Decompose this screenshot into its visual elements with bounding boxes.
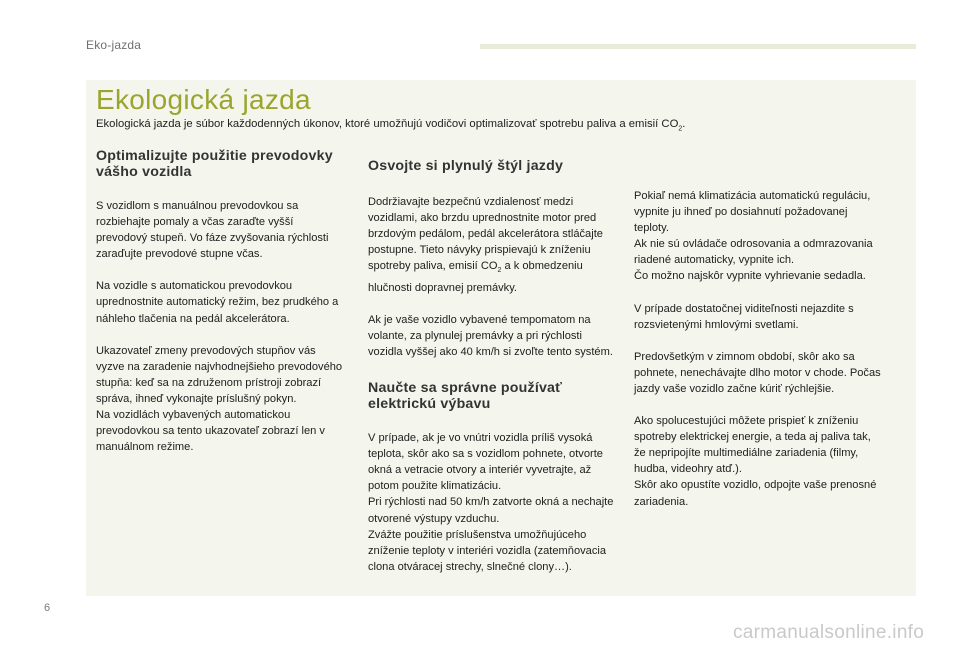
heading-electrical-equipment: Naučte sa správne používať elektrickú výbavu	[368, 380, 563, 413]
watermark: carmanualsonline.info	[733, 622, 925, 643]
paragraph-manual-gearbox: S vozidlom s manuálnou prevodovkou sa rozbiehajte pomaly a včas zaraďte vyšší prevodový stupeň. Vo fáze zvyšovania rýchlosti zaraďujte prevodové stupne včas.	[96, 200, 329, 261]
column-driving-style	[368, 158, 618, 591]
paragraph-safe-distance-end: a k obmedzeniu hlučnosti dopravnej premávky.	[368, 260, 583, 294]
paragraph-air-conditioning: Pokiaľ nemá klimatizácia automatickú reguláciu, vypnite ju ihneď po dosiahnutí požadovanej teploty.	[634, 190, 871, 235]
paragraph-safe-distance-main: Dodržiavajte bezpečnú vzdialenosť medzi vozidlami, ako brzdu uprednostnite motor pred brzdovým pedálom, pedál akcelerátora stláčajte postupne. Tieto návyky prispievajú k zníženiu spotreby paliva, emisií CO	[368, 196, 603, 273]
intro-subscript: 2	[678, 125, 683, 133]
heading-smooth-driving: Osvojte si plynulý štýl jazdy	[368, 158, 564, 174]
paragraph-gear-indicator-auto: Na vozidlách vybavených automatickou prevodovkou sa tento ukazovateľ zobrazí len v manuálnom režime.	[96, 409, 325, 454]
paragraph-close-windows: Pri rýchlosti nad 50 km/h zatvorte okná a nechajte otvorené výstupy vzduchu.	[368, 496, 614, 525]
intro-text	[96, 117, 906, 136]
paragraph-cruise-control: Ak je vaše vozidlo vybavené tempomatom na volante, za plynulej premávky a pri rýchlosti vozidla vyššej ako 40 km/h si zvoľte tento systém.	[368, 313, 613, 358]
paragraph-automatic-gearbox: Na vozidle s automatickou prevodovkou uprednostnite automatický režim, bez prudkého a náhleho tlačenia na pedál akcelerátora.	[96, 280, 339, 325]
intro-end: .	[682, 118, 686, 130]
page-title: Ekologická jazda	[96, 84, 311, 115]
paragraph-ventilate: V prípade, ak je vo vnútri vozidla príliš vysoká teplota, skôr ako sa s vozidlom pohnete, otvorte okná a vetracie otvory a interiér vyvetrajte, až potom použite klimatizáciu.	[368, 432, 603, 493]
intro-main: Ekologická jazda je súbor každodenných úkonov, ktoré umožňujú vodičovi optimalizovať spotrebu paliva a emisií CO	[96, 118, 679, 130]
paragraph-seat-heating: Čo možno najskôr vypnite vyhrievanie sedadla.	[634, 270, 866, 283]
header-accent-bar	[480, 44, 916, 49]
page-number: 6	[44, 602, 51, 614]
paragraph-engine-idle: Predovšetkým v zimnom období, skôr ako sa pohnete, nenechávajte dlho motor v chode. Počas jazdy vaše vozidlo začne kúriť rýchlejšie.	[634, 350, 881, 395]
heading-gearbox: Optimalizujte použitie prevodovky vášho vozidla	[96, 148, 333, 180]
paragraph-gear-indicator: Ukazovateľ zmeny prevodových stupňov vás vyzve na zaradenie najvhodnejšieho prevodového stupňa: keď sa na združenom prístroji zobrazí správa, ihneď vykonajte príslušný pokyn.	[96, 344, 343, 405]
paragraph-portable-devices: Skôr ako opustíte vozidlo, odpojte vaše prenosné zariadenia.	[634, 479, 877, 508]
paragraph-safe-distance	[368, 194, 618, 296]
paragraph-multimedia: Ako spolucestujúci môžete prispieť k zníženiu spotreby elektrickej energie, a teda aj paliva tak, že nepripojíte multimediálne zariadenia (filmy, hudba, videohry atď.).	[634, 415, 871, 476]
co2-subscript: 2	[497, 267, 502, 275]
column-gearbox	[96, 148, 346, 471]
paragraph-fog-lamps: V prípade dostatočnej viditeľnosti nejazdite s rozsvietenými hmlovými svetlami.	[634, 302, 854, 331]
paragraph-accessories: Zvážte použitie príslušenstva umožňujúceho zníženie teploty v interiéri vozidla (zatemňovacia clona otváracej strechy, slnečné clony…).	[368, 528, 607, 573]
column-electrical-tips	[634, 188, 884, 526]
section-label: Eko-jazda	[86, 38, 142, 52]
paragraph-demisting: Ak nie sú ovládače odrosovania a odmrazovania riadené automaticky, vypnite ich.	[634, 238, 873, 267]
